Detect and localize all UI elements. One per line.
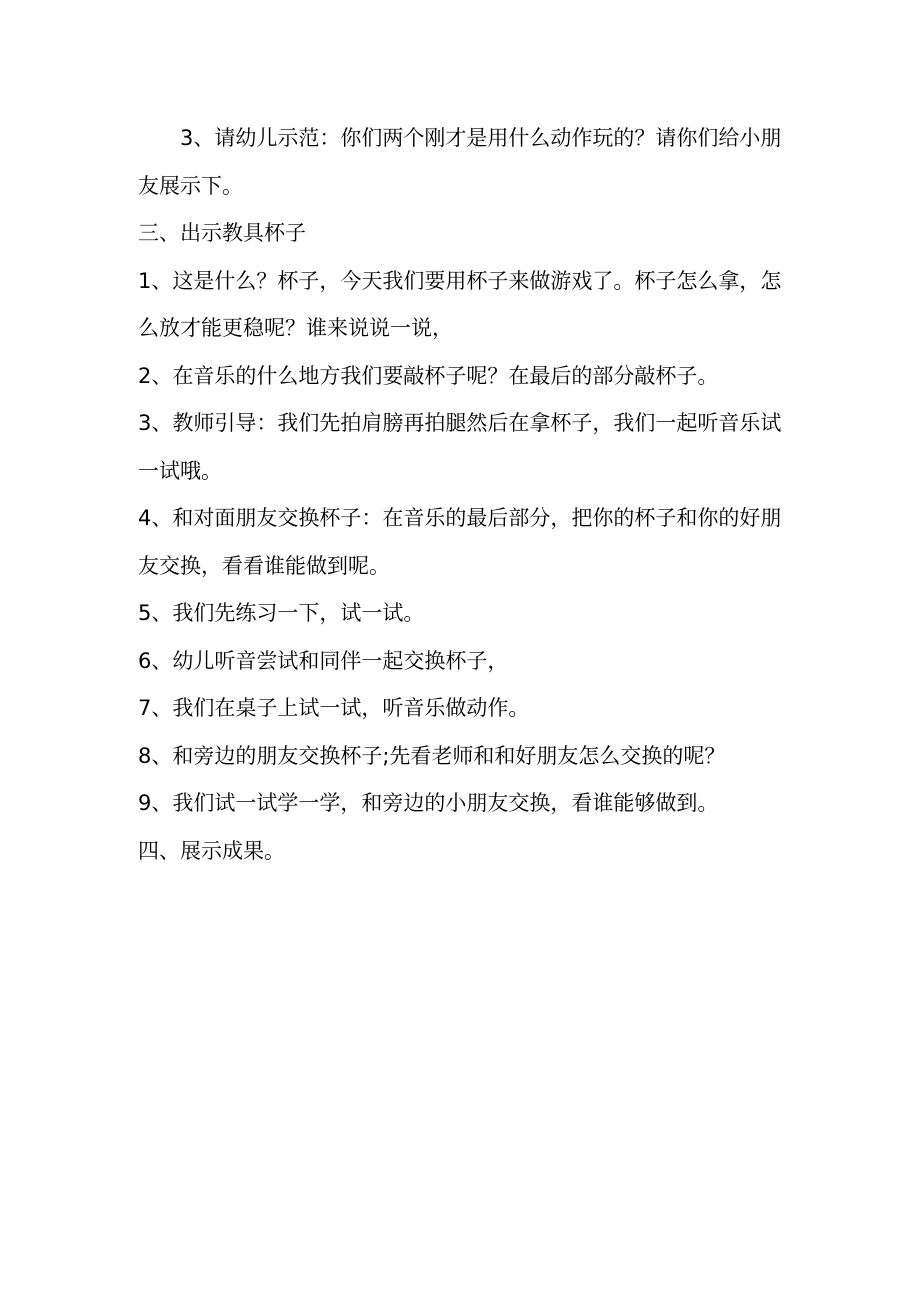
section-heading-3: 三、出示教具杯子 (138, 221, 306, 245)
paragraph-step-2: 2、在音乐的什么地方我们要敲杯子呢？在最后的部分敲杯子。 (138, 363, 719, 388)
paragraph-step-6: 6、幼儿听音尝试和同伴一起交换杯子， (138, 648, 509, 673)
paragraph-step-3: 3、教师引导：我们先拍肩膀再拍腿然后在拿杯子，我们一起听音乐试一试哦。 (138, 411, 782, 483)
paragraph-demo-step-3: 3、请幼儿示范：你们两个刚才是用什么动作玩的？请你们给小朋友展示下。 (138, 126, 782, 198)
document-body (138, 115, 788, 875)
paragraph-step-5: 5、我们先练习一下，试一试。 (138, 601, 425, 625)
paragraph-step-7: 7、我们在桌子上试一试，听音乐做动作。 (138, 696, 530, 720)
paragraph-step-4: 4、和对面朋友交换杯子：在音乐的最后部分，把你的杯子和你的好朋友交换，看看谁能做到呢。 (138, 506, 782, 578)
section-heading-4: 四、展示成果。 (138, 838, 285, 863)
paragraph-step-1: 1、这是什么？杯子，今天我们要用杯子来做游戏了。杯子怎么拿，怎么放才能更稳呢？谁来说说一说， (138, 268, 782, 340)
paragraph-step-8: 8、和旁边的朋友交换杯子;先看老师和和好朋友怎么交换的呢？ (138, 743, 726, 768)
paragraph-step-9: 9、我们试一试学一学，和旁边的小朋友交换，看谁能够做到。 (138, 791, 719, 815)
